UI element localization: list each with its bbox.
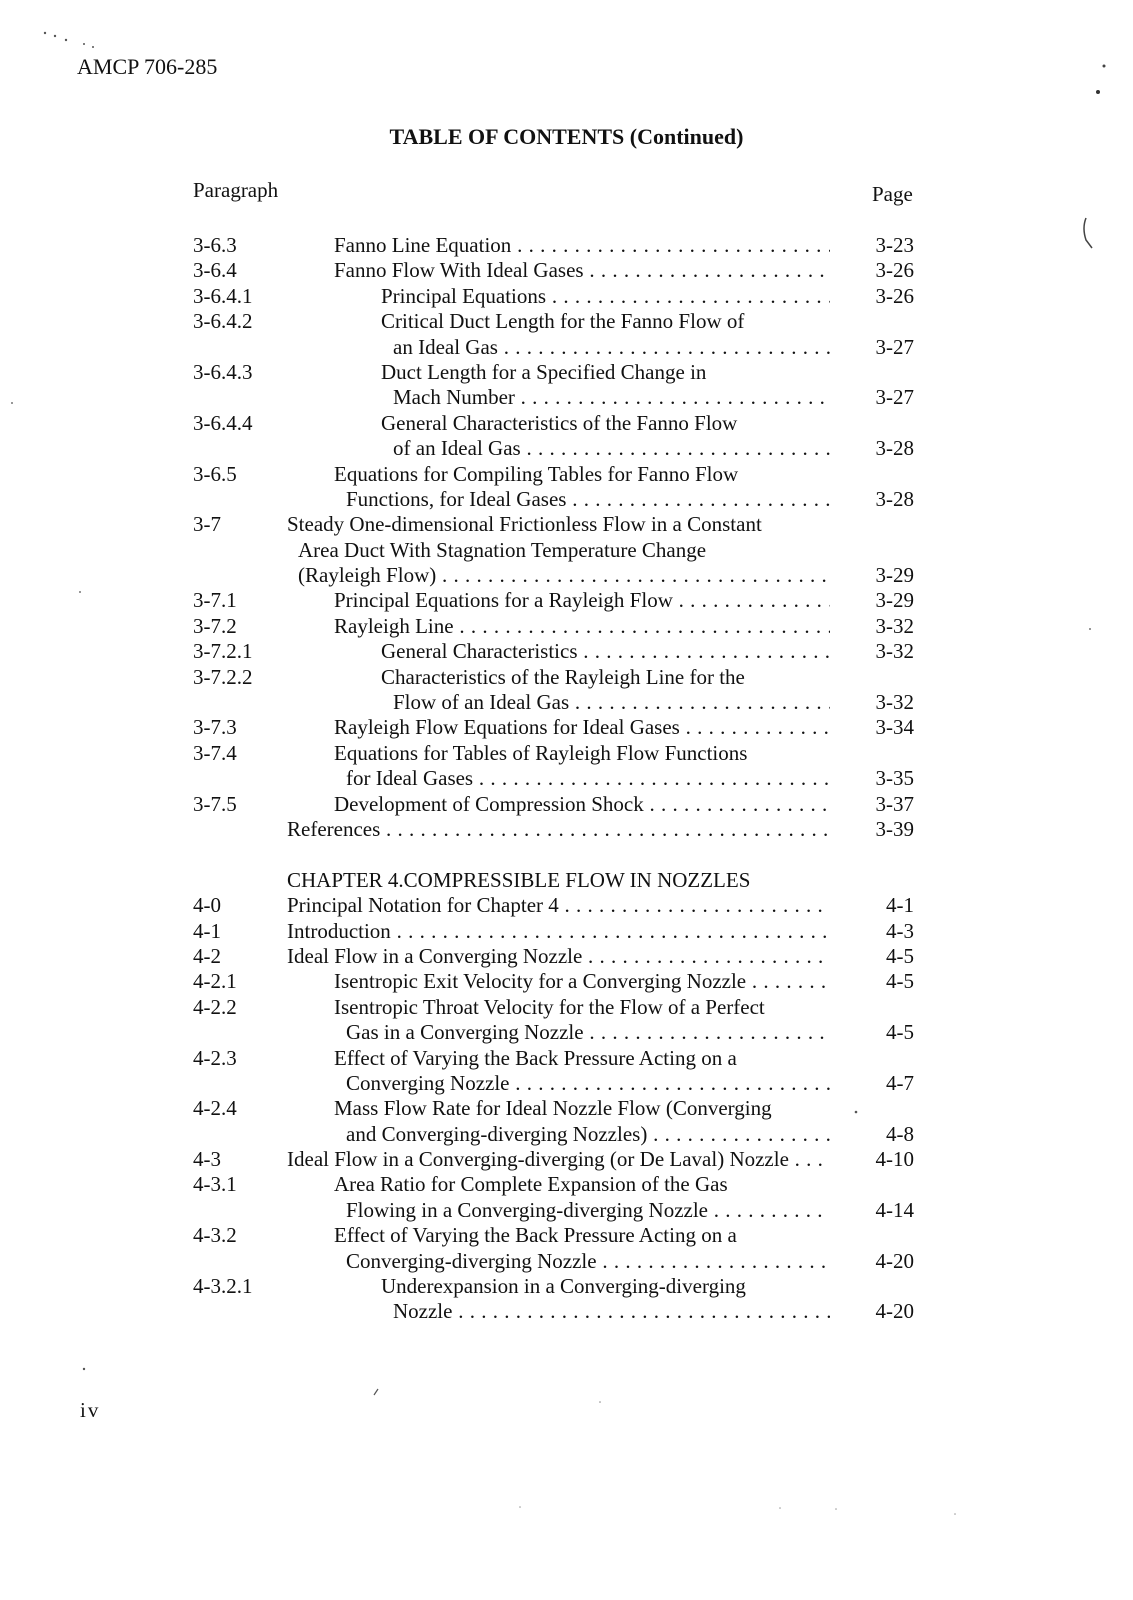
toc-entry-line <box>0 258 1133 283</box>
entry-title: Area Duct With Stagnation Temperature Change <box>298 537 707 562</box>
entry-title: Introduction <box>287 918 391 943</box>
entry-title: Fanno Flow With Ideal Gases <box>334 258 584 283</box>
page-number: 4-5 <box>886 943 914 968</box>
paragraph-number: 4-2.1 <box>193 969 237 994</box>
toc-entry-line <box>0 385 1133 410</box>
page-number: 3-32 <box>875 639 914 664</box>
toc-entry-line <box>0 309 1133 334</box>
paragraph-number: 4-2 <box>193 943 221 968</box>
toc-entry-line <box>0 1147 1133 1172</box>
entry-title: Mach Number <box>393 385 515 410</box>
entry-title: Equations for Tables of Rayleigh Flow Functions <box>334 740 748 765</box>
toc-title: TABLE OF CONTENTS (Continued) <box>389 124 744 149</box>
paragraph-number: 3-7.2.2 <box>193 664 253 689</box>
toc-spacer <box>0 842 1133 867</box>
toc-entry-line <box>0 665 1133 690</box>
toc-entry-line <box>0 1096 1133 1121</box>
entry-title: Isentropic Exit Velocity for a Converging Nozzle <box>334 969 747 994</box>
toc-list <box>0 233 1133 1325</box>
dot-leader <box>498 335 830 359</box>
entry-title: Converging-diverging Nozzle <box>346 1248 597 1273</box>
entry-title: Development of Compression Shock <box>334 791 644 816</box>
entry-title: Flow of an Ideal Gas <box>393 690 570 715</box>
dot-leader <box>559 893 830 917</box>
entry-title: (Rayleigh Flow) <box>298 563 437 588</box>
page-number: 4-1 <box>886 893 914 918</box>
entry-title: Converging Nozzle <box>346 1070 510 1095</box>
dot-leader <box>391 919 830 943</box>
dot-leader <box>510 1071 831 1095</box>
toc-entry-line <box>0 893 1133 918</box>
entry-title: Underexpansion in a Converging-diverging <box>381 1274 746 1299</box>
entry-title: Effect of Varying the Back Pressure Acting on a <box>334 1223 737 1248</box>
page-number: 4-3 <box>886 918 914 943</box>
page-number: 3-26 <box>875 283 914 308</box>
entry-title: Nozzle <box>393 1299 453 1324</box>
paragraph-number: 3-6.4.2 <box>193 309 253 334</box>
toc-entry-line <box>0 639 1133 664</box>
entry-title: Duct Length for a Specified Change in <box>381 359 707 384</box>
paragraph-number: 3-6.5 <box>193 461 237 486</box>
entry-title: Steady One-dimensional Frictionless Flow in a Constant <box>287 512 762 537</box>
dot-leader <box>644 792 830 816</box>
toc-entry-line <box>0 1299 1133 1324</box>
page-number: 4-14 <box>875 1197 914 1222</box>
page-number: 4-10 <box>875 1147 914 1172</box>
toc-entry-line <box>0 969 1133 994</box>
page-number: 3-28 <box>875 436 914 461</box>
toc-entry-line <box>0 1223 1133 1248</box>
paragraph-number: 3-6.4.3 <box>193 359 253 384</box>
dot-leader <box>566 487 830 511</box>
page-number: 3-34 <box>875 715 914 740</box>
dot-leader <box>582 944 830 968</box>
entry-title: Area Ratio for Complete Expansion of the Gas <box>334 1172 728 1197</box>
column-header-page: Page <box>872 182 913 206</box>
dot-leader <box>515 385 830 409</box>
paragraph-number: 4-3.1 <box>193 1172 237 1197</box>
paragraph-number: 4-2.2 <box>193 994 237 1019</box>
entry-title: Ideal Flow in a Converging Nozzle <box>287 943 583 968</box>
paragraph-number: 3-6.4.4 <box>193 410 253 435</box>
page-number: 4-5 <box>886 969 914 994</box>
page-number: 4-5 <box>886 1020 914 1045</box>
paragraph-number: 4-2.4 <box>193 1096 237 1121</box>
toc-entry-line <box>0 766 1133 791</box>
entry-title: General Characteristics <box>381 639 578 664</box>
dot-leader <box>452 1299 830 1323</box>
paragraph-number: 4-3.2 <box>193 1223 237 1248</box>
dot-leader <box>569 690 830 714</box>
dot-leader <box>680 715 830 739</box>
paragraph-number: 4-2.3 <box>193 1045 237 1070</box>
paragraph-number: 3-7.2.1 <box>193 639 253 664</box>
paragraph-number: 3-7.1 <box>193 588 237 613</box>
toc-entry-line <box>0 411 1133 436</box>
toc-entry-line <box>0 792 1133 817</box>
doc-id: AMCP 706-285 <box>77 54 218 79</box>
toc-entry-line <box>0 817 1133 842</box>
paragraph-number: 3-7.4 <box>193 740 237 765</box>
paragraph-number: 3-6.4.1 <box>193 283 253 308</box>
page-number: 3-29 <box>875 563 914 588</box>
toc-entry-line <box>0 690 1133 715</box>
toc-entry-line <box>0 1198 1133 1223</box>
toc-entry-line <box>0 1274 1133 1299</box>
toc-entry-line <box>0 1046 1133 1071</box>
page-number: 3-23 <box>875 233 914 257</box>
toc-entry-line <box>0 436 1133 461</box>
dot-leader <box>521 436 830 460</box>
page-number: 3-28 <box>875 486 914 511</box>
paragraph-number: 4-3 <box>193 1147 221 1172</box>
entry-title: Principal Equations <box>381 283 547 308</box>
entry-title: Principal Equations for a Rayleigh Flow <box>334 588 673 613</box>
toc-entry-line <box>0 335 1133 360</box>
toc-entry-line <box>0 614 1133 639</box>
page-number: 3-26 <box>875 258 914 283</box>
entry-title: an Ideal Gas <box>393 334 498 359</box>
entry-title: Gas in a Converging Nozzle <box>346 1020 584 1045</box>
page-number: 3-35 <box>875 766 914 791</box>
entry-title: General Characteristics of the Fanno Flow <box>381 410 738 435</box>
toc-entry-line <box>0 563 1133 588</box>
paragraph-number: 3-7.2 <box>193 613 237 638</box>
page-number: 3-39 <box>875 816 914 841</box>
toc-entry-line <box>0 1071 1133 1096</box>
paragraph-number: 4-3.2.1 <box>193 1274 253 1299</box>
entry-title: Isentropic Throat Velocity for the Flow of a Perfect <box>334 994 765 1019</box>
page-number: 4-20 <box>875 1248 914 1273</box>
dot-leader <box>746 969 830 993</box>
entry-title: Principal Notation for Chapter 4 <box>287 893 559 918</box>
entry-title: Ideal Flow in a Converging-diverging (or De Laval) Nozzle <box>287 1147 789 1172</box>
paragraph-number: 4-1 <box>193 918 221 943</box>
dot-leader <box>647 1122 830 1146</box>
entry-title: References <box>287 816 381 841</box>
chapter-heading <box>0 868 1133 893</box>
paragraph-number: 4-0 <box>193 893 221 918</box>
page-number: 3-32 <box>875 690 914 715</box>
page-number: 4-20 <box>875 1299 914 1324</box>
chapter-title: CHAPTER 4.COMPRESSIBLE FLOW IN NOZZLES <box>287 867 751 892</box>
page-number: 4-7 <box>886 1070 914 1095</box>
page-number: 4-8 <box>886 1121 914 1146</box>
dot-leader <box>473 766 830 790</box>
entry-title: Functions, for Ideal Gases <box>346 486 567 511</box>
page-folio: iv <box>80 1398 101 1422</box>
toc-entry-line <box>0 487 1133 512</box>
entry-title: and Converging-diverging Nozzles) <box>346 1121 648 1146</box>
dot-leader <box>597 1249 830 1273</box>
toc-entry-line <box>0 741 1133 766</box>
page-number: 3-29 <box>875 588 914 613</box>
toc-entry-line <box>0 512 1133 537</box>
dot-leader <box>673 588 830 612</box>
page-number: 3-27 <box>875 334 914 359</box>
toc-entry-line <box>0 360 1133 385</box>
page-number: 3-37 <box>875 791 914 816</box>
entry-title: Equations for Compiling Tables for Fanno Flow <box>334 461 739 486</box>
dot-leader <box>546 284 830 308</box>
toc-entry-line <box>0 919 1133 944</box>
toc-entry-line <box>0 1122 1133 1147</box>
toc-entry-line <box>0 284 1133 309</box>
dot-leader <box>511 233 830 257</box>
dot-leader <box>584 258 830 282</box>
paragraph-number: 3-7.5 <box>193 791 237 816</box>
dot-leader <box>789 1147 830 1171</box>
paragraph-number: 3-7.3 <box>193 715 237 740</box>
entry-title: Effect of Varying the Back Pressure Acting on a <box>334 1045 737 1070</box>
entry-title: of an Ideal Gas <box>393 436 521 461</box>
dot-leader <box>454 614 830 638</box>
entry-title: Flowing in a Converging-diverging Nozzle <box>346 1197 709 1222</box>
dot-leader <box>708 1198 830 1222</box>
toc-entry-line <box>0 233 1133 258</box>
toc-entry-line <box>0 538 1133 563</box>
entry-title: Rayleigh Flow Equations for Ideal Gases <box>334 715 680 740</box>
paragraph-number: 3-6.3 <box>193 233 237 257</box>
entry-title: Rayleigh Line <box>334 613 454 638</box>
column-header-paragraph: Paragraph <box>193 178 279 202</box>
toc-entry-line <box>0 944 1133 969</box>
dot-leader <box>584 1020 830 1044</box>
page-number: 3-27 <box>875 385 914 410</box>
dot-leader <box>436 563 830 587</box>
entry-title: Characteristics of the Rayleigh Line for the <box>381 664 745 689</box>
entry-title: Critical Duct Length for the Fanno Flow of <box>381 309 745 334</box>
entry-title: for Ideal Gases <box>346 766 474 791</box>
toc-entry-line <box>0 588 1133 613</box>
page-number: 3-32 <box>875 613 914 638</box>
dot-leader <box>380 817 830 841</box>
paragraph-number: 3-7 <box>193 512 221 537</box>
toc-entry-line <box>0 1172 1133 1197</box>
entry-title: Fanno Line Equation <box>334 233 512 257</box>
toc-entry-line <box>0 1020 1133 1045</box>
entry-title: Mass Flow Rate for Ideal Nozzle Flow (Converging <box>334 1096 772 1121</box>
dot-leader <box>578 639 831 663</box>
paragraph-number: 3-6.4 <box>193 258 237 283</box>
toc-entry-line <box>0 1249 1133 1274</box>
toc-entry-line <box>0 462 1133 487</box>
toc-entry-line <box>0 995 1133 1020</box>
toc-entry-line <box>0 715 1133 740</box>
